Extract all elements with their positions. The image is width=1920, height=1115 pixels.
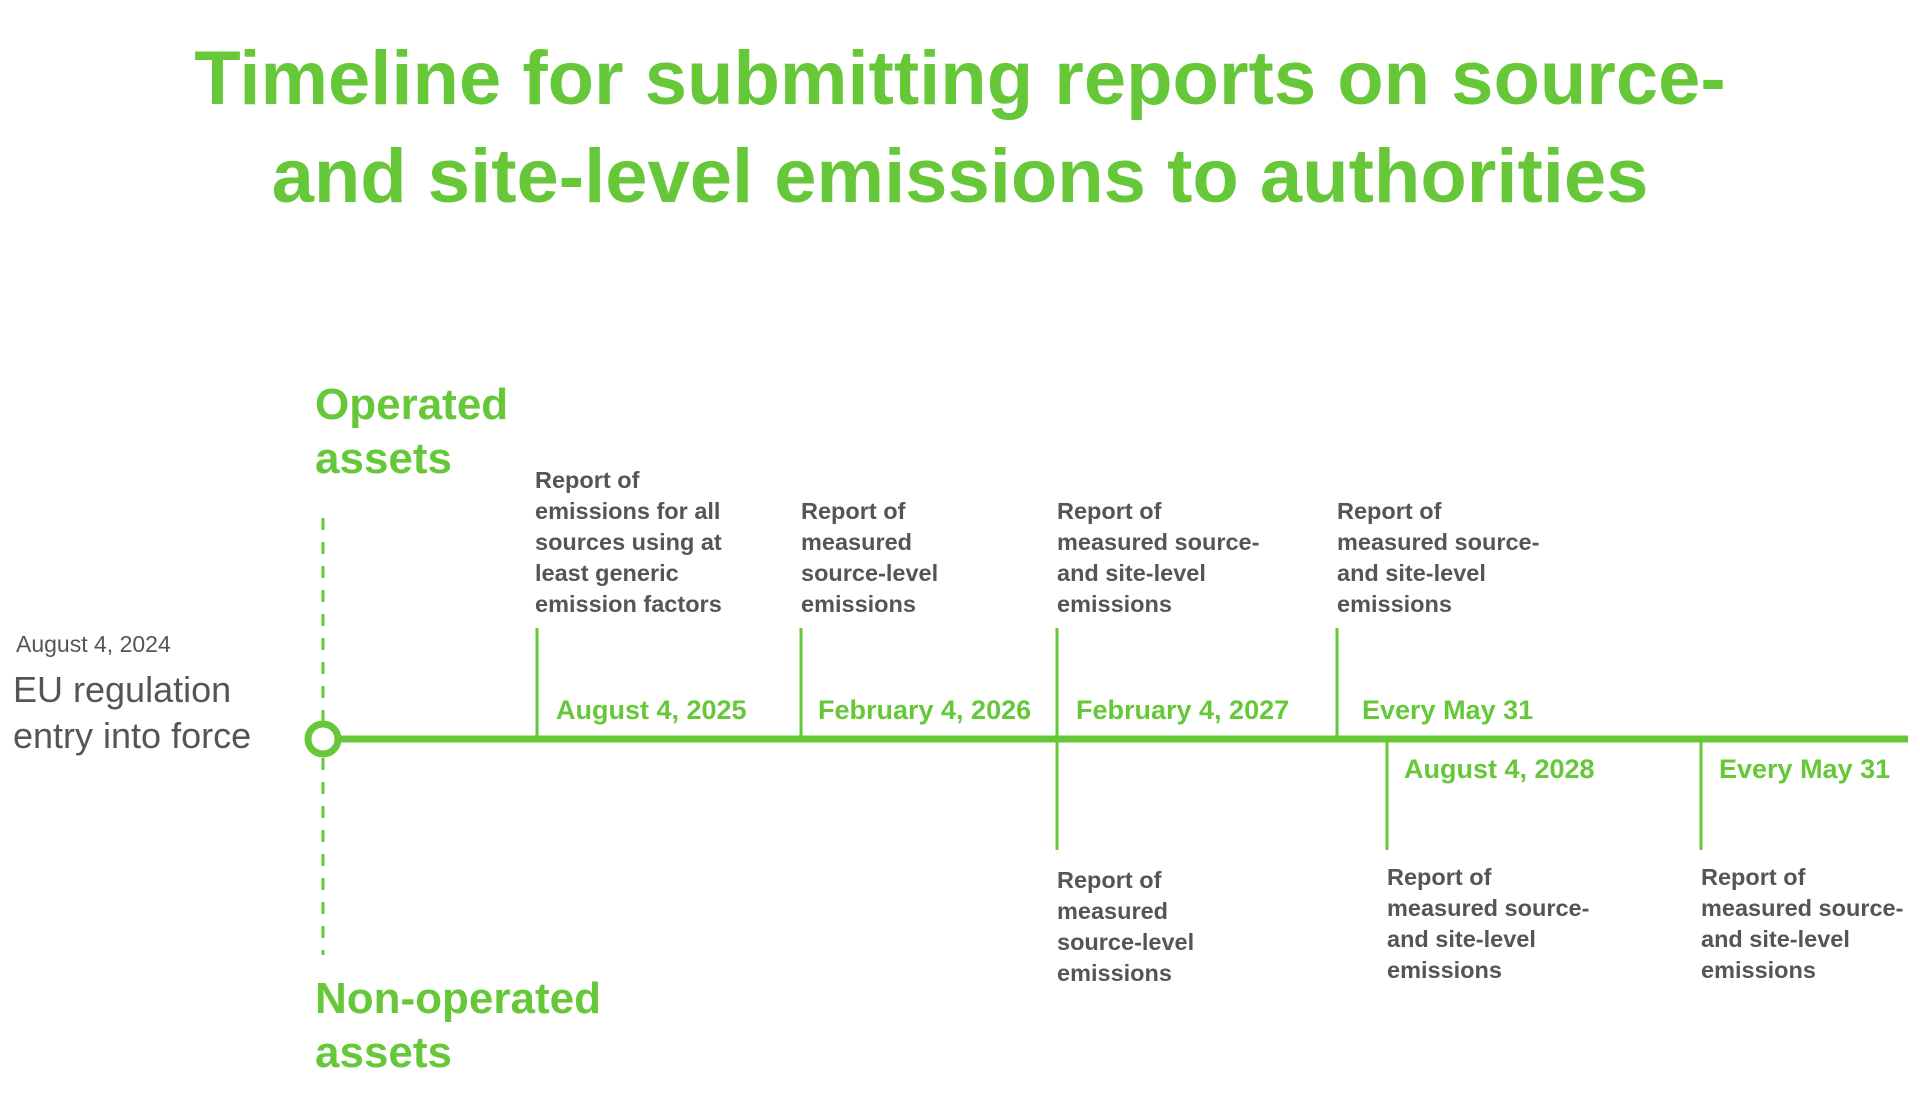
milestone-date-february-2026: February 4, 2026 bbox=[818, 695, 1032, 725]
non-operated-assets-label-line-2: assets bbox=[315, 1028, 453, 1077]
milestone-date-every-may-31-operated: Every May 31 bbox=[1362, 695, 1534, 725]
desc-line: source-level bbox=[801, 560, 939, 586]
milestone-date-february-2027: February 4, 2027 bbox=[1076, 695, 1290, 725]
milestone-description-every-may-31-non-operated bbox=[1701, 862, 1903, 986]
milestone-description-february-2027 bbox=[1057, 496, 1259, 620]
non-operated-assets-label bbox=[315, 972, 601, 1080]
desc-line: Report of bbox=[1337, 498, 1442, 524]
desc-line: emission factors bbox=[535, 591, 722, 617]
desc-line: Report of bbox=[1057, 867, 1162, 893]
milestone-description-august-2025 bbox=[535, 465, 722, 620]
desc-line: measured bbox=[1057, 898, 1169, 924]
operated-assets-label bbox=[315, 378, 508, 486]
desc-line: Report of bbox=[1387, 864, 1492, 890]
desc-line: emissions for all bbox=[535, 498, 721, 524]
desc-line: emissions bbox=[1057, 591, 1172, 617]
operated-assets-label-line-2: assets bbox=[315, 434, 453, 483]
desc-line: Report of bbox=[1057, 498, 1162, 524]
desc-line: emissions bbox=[801, 591, 916, 617]
origin-description-line-2: entry into force bbox=[13, 715, 252, 756]
milestone-date-august-2025: August 4, 2025 bbox=[556, 695, 747, 725]
milestone-description-february-2026 bbox=[801, 496, 938, 620]
desc-line: emissions bbox=[1387, 957, 1502, 983]
title-line-1: Timeline for submitting reports on source- bbox=[194, 36, 1726, 121]
operated-assets-label-line-1: Operated bbox=[315, 380, 509, 429]
desc-line: and site-level bbox=[1387, 926, 1536, 952]
desc-line: measured source- bbox=[1337, 529, 1540, 555]
origin-date: August 4, 2024 bbox=[16, 631, 171, 657]
desc-line: and site-level bbox=[1337, 560, 1486, 586]
milestone-date-every-may-31-non-operated: Every May 31 bbox=[1719, 754, 1891, 784]
origin-description-line-1: EU regulation bbox=[13, 669, 232, 710]
milestone-description-every-may-31-operated bbox=[1337, 496, 1539, 620]
desc-line: Report of bbox=[535, 467, 640, 493]
desc-line: measured source- bbox=[1387, 895, 1590, 921]
desc-line: least generic bbox=[535, 560, 679, 586]
origin-marker bbox=[308, 724, 338, 754]
desc-line: measured source- bbox=[1057, 529, 1260, 555]
non-operated-assets-label-line-1: Non-operated bbox=[315, 974, 601, 1023]
desc-line: Report of bbox=[1701, 864, 1806, 890]
milestone-date-august-2028: August 4, 2028 bbox=[1404, 754, 1595, 784]
desc-line: Report of bbox=[801, 498, 906, 524]
title-line-2: and site-level emissions to authorities bbox=[271, 134, 1649, 219]
desc-line: and site-level bbox=[1701, 926, 1850, 952]
desc-line: measured bbox=[801, 529, 913, 555]
desc-line: emissions bbox=[1057, 960, 1172, 986]
desc-line: source-level bbox=[1057, 929, 1195, 955]
milestone-description-august-2028 bbox=[1387, 862, 1589, 986]
desc-line: emissions bbox=[1701, 957, 1816, 983]
desc-line: sources using at bbox=[535, 529, 722, 555]
desc-line: emissions bbox=[1337, 591, 1452, 617]
origin-description bbox=[13, 667, 251, 759]
desc-line: and site-level bbox=[1057, 560, 1206, 586]
milestone-description-non-operated-source-level bbox=[1057, 865, 1194, 989]
desc-line: measured source- bbox=[1701, 895, 1904, 921]
